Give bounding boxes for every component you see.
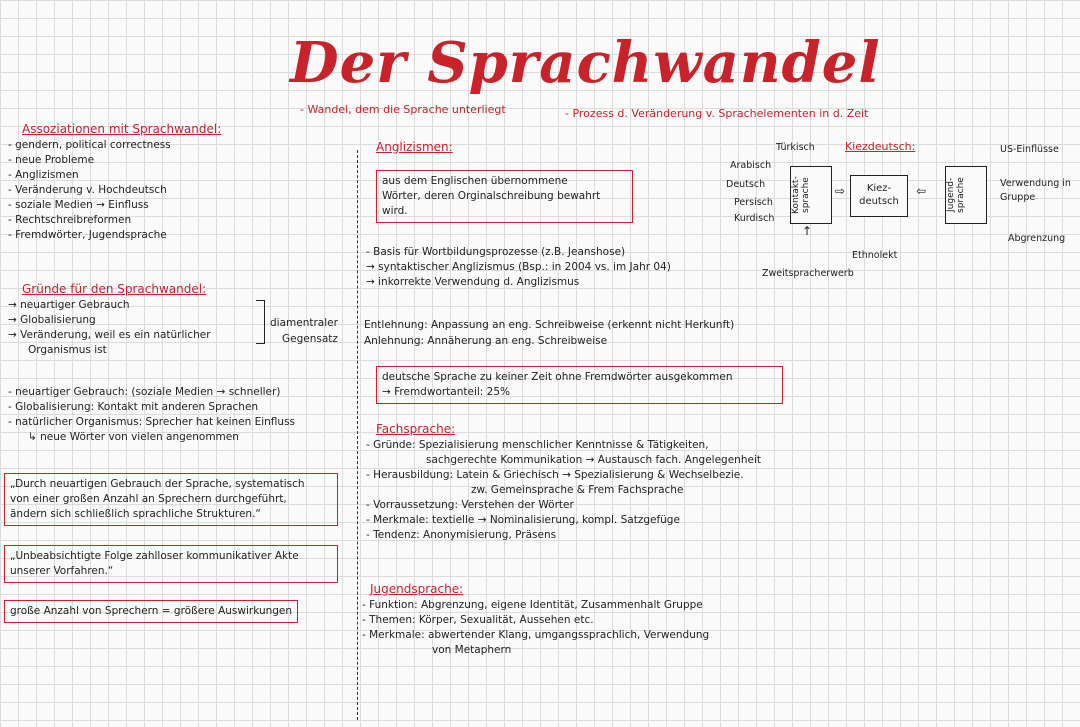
kiezdeutsch-heading: Kiezdeutsch: — [845, 140, 916, 153]
list-item: sachgerechte Kommunikation → Austausch fach. Angelegenheit — [426, 454, 761, 466]
jugendsprache-list — [362, 598, 709, 658]
verwendung-label: Verwendung in Gruppe — [1000, 178, 1071, 203]
lang-kurdisch: Kurdisch — [734, 213, 775, 224]
quote-line: ändern sich schließlich sprachliche Strukturen.“ — [10, 508, 261, 520]
list-item: - Basis für Wortbildungsprozesse (z.B. Jeanshose) — [366, 246, 626, 258]
lang-persisch: Persisch — [734, 197, 773, 208]
quote-box-1 — [4, 473, 338, 526]
list-item: - Herausbildung: Latein & Griechisch → Spezialisierung & Wechselbezie. — [366, 469, 744, 481]
lang-tuerkisch: Türkisch — [776, 142, 815, 153]
list-item: - soziale Medien → Einfluss — [8, 199, 149, 211]
kiezdeutsch-box — [850, 175, 908, 217]
quote-line: „Unbeabsichtigte Folge zahlloser kommunikativer Akte — [10, 550, 299, 562]
list-item: → neuartiger Gebrauch — [8, 299, 130, 311]
list-item: - natürlicher Organismus: Sprecher hat keinen Einfluss — [8, 416, 296, 428]
list-item: → syntaktischer Anglizismus (Bsp.: in 2004 vs. im Jahr 04) — [366, 261, 671, 273]
page-title: Der Sprachwandel — [290, 30, 881, 96]
column-divider — [357, 150, 358, 720]
ethnolekt-label: Ethnolekt — [852, 250, 898, 261]
list-item: - Veränderung v. Hochdeutsch — [8, 184, 167, 196]
fachsprache-list — [366, 438, 761, 543]
list-item: - Merkmale: abwertender Klang, umgangssprachlich, Verwendung — [362, 629, 710, 641]
list-item: - neue Probleme — [8, 154, 95, 166]
fremdwort-box — [376, 366, 783, 404]
anglizismen-heading: Anglizismen: — [376, 140, 453, 154]
abgrenzung-label: Abgrenzung — [1008, 233, 1066, 244]
list-item: - gendern, political correctness — [8, 139, 171, 151]
quote-box-3: große Anzahl von Sprechern = größere Auswirkungen — [4, 600, 298, 623]
box-line: → Fremdwortanteil: 25% — [382, 386, 511, 398]
anglizismen-definition-box — [376, 170, 633, 223]
anglizismen-list — [366, 245, 671, 290]
list-item: → inkorrekte Verwendung d. Anglizismus — [366, 276, 580, 288]
subtitle-left: - Wandel, dem die Sprache unterliegt — [300, 103, 506, 116]
box-line: deutsche Sprache zu keiner Zeit ohne Fremdwörter ausgekommen — [382, 371, 733, 383]
quote-line: „Durch neuartigen Gebrauch der Sprache, systematisch — [10, 478, 305, 490]
zweitspracherwerb-label: Zweitspracherwerb — [762, 268, 854, 279]
arrow-right-icon: ⇨ — [835, 184, 846, 198]
anlehnung-text: Anlehnung: Annäherung an eng. Schreibweise — [364, 335, 608, 347]
list-item: → Globalisierung — [8, 314, 96, 326]
list-item: - neuartiger Gebrauch: (soziale Medien → schneller) — [8, 386, 281, 398]
box-line: aus dem Englischen übernommene — [382, 175, 568, 187]
list-item: → Veränderung, weil es ein natürlicher — [8, 329, 211, 341]
jugendsprache-box — [945, 166, 987, 224]
box-line: Wörter, deren Orginalschreibung bewahrt — [382, 190, 601, 202]
bracket — [256, 300, 265, 344]
list-item: - Merkmale: textielle → Nominalisierung, kompl. Satzgefüge — [366, 514, 680, 526]
list-item: - Gründe: Spezialisierung menschlicher Kenntnisse & Tätigkeiten, — [366, 439, 709, 451]
list-item: - Anglizismen — [8, 169, 79, 181]
entlehnung-text: Entlehnung: Anpassung an eng. Schreibweise (erkennt nicht Herkunft) — [364, 319, 735, 331]
quote-box-2 — [4, 545, 338, 583]
list-item: - Themen: Körper, Sexualität, Aussehen etc. — [362, 614, 594, 626]
lang-deutsch: Deutsch — [726, 179, 766, 190]
quote-line: von einer großen Anzahl an Sprechern durchgeführt, — [10, 493, 287, 505]
arrow-left-icon: ⇦ — [916, 184, 927, 198]
subtitle-right: - Prozess d. Veränderung v. Sprachelementen in d. Zeit — [565, 107, 869, 120]
side-label-2: Gegensatz — [282, 333, 338, 345]
gruende-details — [8, 385, 295, 445]
list-item: - Rechtschreibreformen — [8, 214, 132, 226]
lang-arabisch: Arabisch — [730, 160, 772, 171]
kiezdeutsch-label: Kiez-deutsch — [859, 183, 899, 207]
list-item: von Metaphern — [432, 644, 512, 656]
list-item: - Globalisierung: Kontakt mit anderen Sprachen — [8, 401, 259, 413]
kontaktsprache-label: Kontakt-sprache — [791, 176, 811, 214]
list-item: - Tendenz: Anonymisierung, Präsens — [366, 529, 557, 541]
quote-line: unserer Vorfahren.“ — [10, 565, 114, 577]
list-item: - Fremdwörter, Jugendsprache — [8, 229, 167, 241]
jugendsprache-label: Jugend-sprache — [946, 177, 966, 213]
assoziationen-heading: Assoziationen mit Sprachwandel: — [22, 122, 222, 136]
side-label-1: diamentraler — [270, 317, 338, 329]
assoziationen-list — [8, 138, 171, 243]
list-item: - Vorraussetzung: Verstehen der Wörter — [366, 499, 574, 511]
gruende-heading: Gründe für den Sprachwandel: — [22, 282, 207, 296]
jugendsprache-heading: Jugendsprache: — [370, 582, 464, 596]
us-einfluesse-label: US-Einflüsse — [1000, 144, 1059, 155]
arrow-up-icon: ↑ — [802, 224, 813, 238]
list-item: - Funktion: Abgrenzung, eigene Identität, Zusammenhalt Gruppe — [362, 599, 703, 611]
list-item: zw. Gemeinsprache & Frem Fachsprache — [471, 484, 684, 496]
list-item: Organismus ist — [28, 344, 107, 356]
list-item: ↳ neue Wörter von vielen angenommen — [28, 431, 239, 443]
box-line: wird. — [382, 205, 408, 217]
fachsprache-heading: Fachsprache: — [376, 422, 456, 436]
gruende-list — [8, 298, 211, 358]
kontaktsprache-box — [790, 166, 832, 224]
